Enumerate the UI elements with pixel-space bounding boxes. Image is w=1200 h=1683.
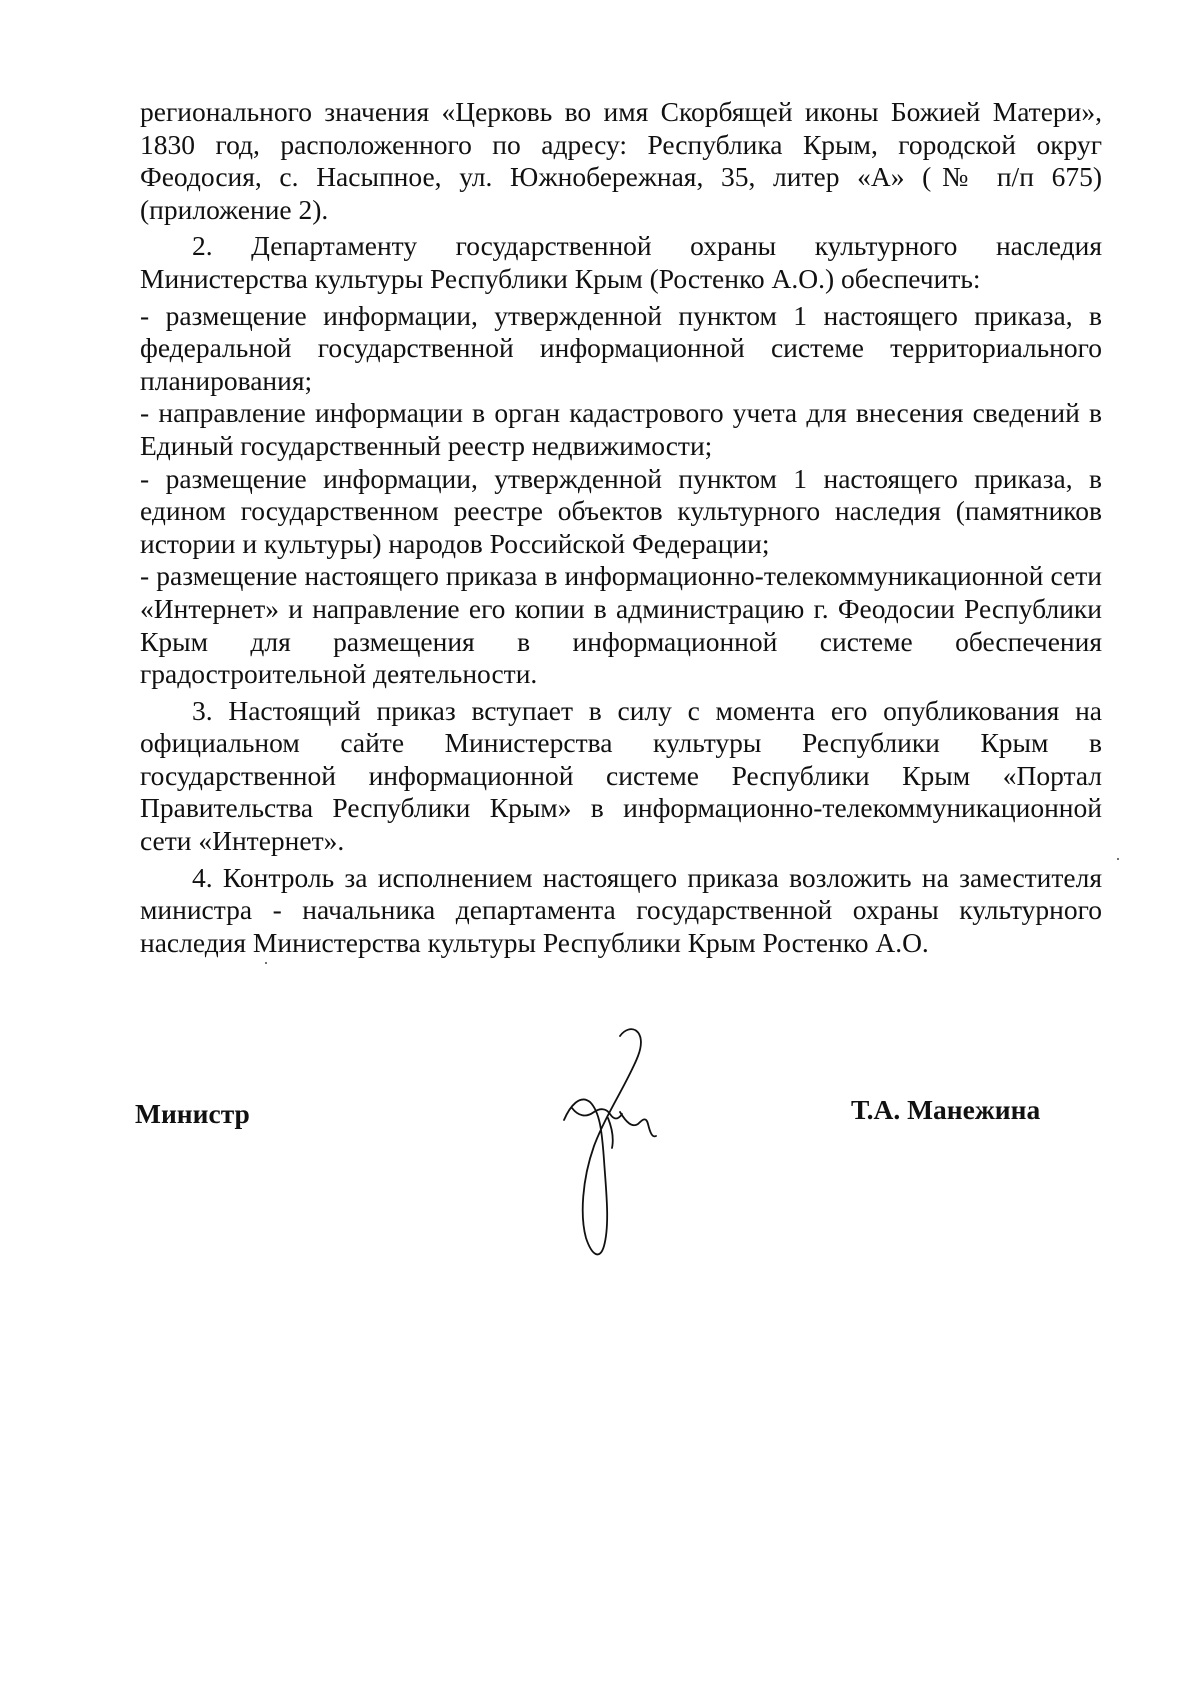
signatory-title: Министр [135, 1098, 250, 1129]
handwritten-signature-icon [520, 1020, 700, 1270]
document-body [140, 96, 1102, 959]
paragraph-item-3: 3. Настоящий приказ вступает в силу с момента его опубликования на официальном сайте Министерства культуры Республики Крым в государственной информационной системе Республики Крым «Портал Правительства Республики Крым» в информационно-телекоммуникационной сети «Интернет». [140, 694, 1102, 857]
scan-speck [265, 962, 267, 964]
signatory-name: Т.А. Манежина [851, 1094, 1041, 1125]
paragraph-object-description: регионального значения «Церковь во имя Скорбящей иконы Божией Матери», 1830 год, расположенного по адресу: Республика Крым, городской округ Феодосия, с. Насыпное, ул. Южнобережная, 35, литер «А» (№ п/п 675) (приложение 2). [140, 96, 1102, 225]
paragraph-dash-federal-system: - размещение информации, утвержденной пунктом 1 настоящего приказа, в федеральной государственной информационной системе территориального планирования; [140, 299, 1102, 396]
paragraph-item-4: 4. Контроль за исполнением настоящего приказа возложить на заместителя министра - начальника департамента государственной охраны культурного наследия Министерства культуры Республики Крым Ростенко А.О. [140, 861, 1102, 958]
scan-speck [1117, 858, 1119, 860]
paragraph-item-2: 2. Департаменту государственной охраны культурного наследия Министерства культуры Республики Крым (Ростенко А.О.) обеспечить: [140, 230, 1102, 294]
paragraph-dash-internet: - размещение настоящего приказа в информационно-телекоммуникационной сети «Интернет» и направление его копии в администрацию г. Феодосии Республики Крым для размещения в информационной системе обеспечения градостроительной деятельности. [140, 560, 1102, 690]
paragraph-dash-unified-registry: - размещение информации, утвержденной пунктом 1 настоящего приказа, в едином государственном реестре объектов культурного наследия (памятников истории и культуры) народов Российской Федерации; [140, 462, 1102, 559]
paragraph-dash-cadastral: - направление информации в орган кадастрового учета для внесения сведений в Единый государственный реестр недвижимости; [140, 397, 1102, 461]
